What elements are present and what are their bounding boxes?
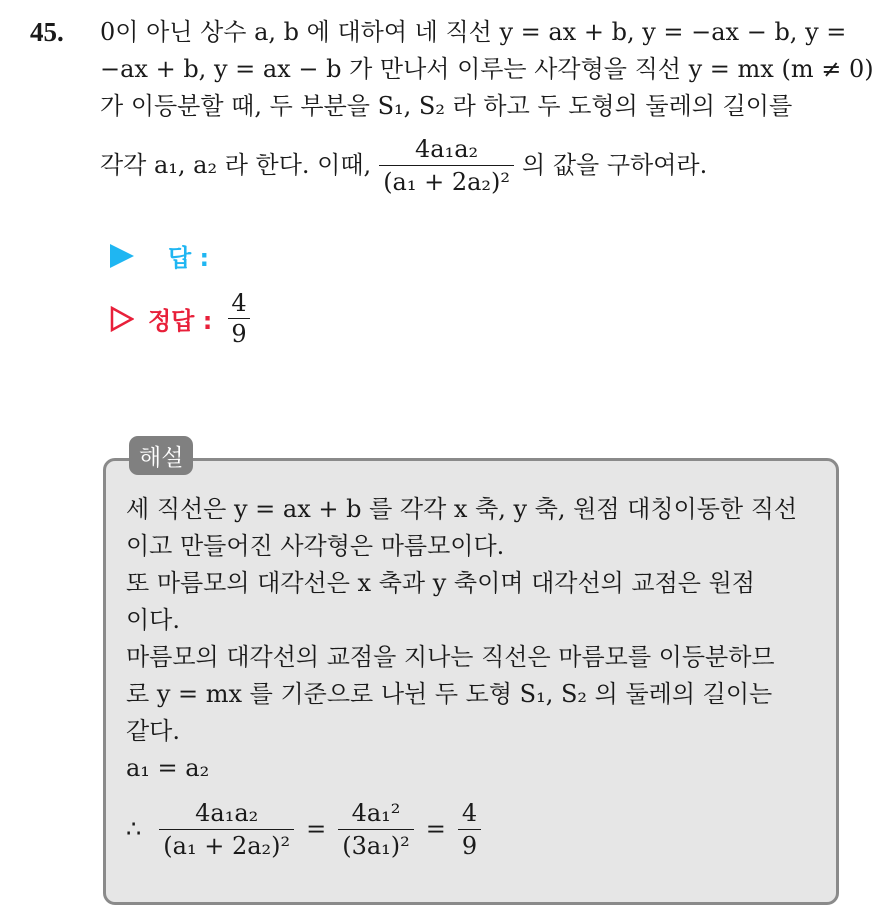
solution-tab: 해설 bbox=[129, 436, 193, 475]
play-outline-icon bbox=[110, 306, 134, 332]
fraction-3-numerator: 4 bbox=[461, 799, 478, 827]
equals-sign-2: = bbox=[425, 815, 446, 843]
play-filled-icon bbox=[110, 244, 134, 268]
problem-fraction-numerator: 4a₁a₂ bbox=[415, 135, 479, 163]
solution-line: 마름모의 대각선의 교점을 지나는 직선은 마름모를 이등분하므 bbox=[126, 643, 775, 671]
solution-line: a₁ = a₂ bbox=[126, 754, 210, 782]
question-number: 45. bbox=[30, 17, 64, 47]
equals-sign-1: = bbox=[306, 815, 327, 843]
problem-line-1: 0이 아닌 상수 a, b 에 대하여 네 직선 y = ax + b, y = −ax − b, y = bbox=[100, 18, 847, 46]
problem-line-4-start: 각각 a₁, a₂ 라 한다. 이때, bbox=[100, 151, 372, 179]
problem-text bbox=[100, 14, 874, 196]
correct-answer-fraction bbox=[228, 290, 249, 347]
solution-line: 또 마름모의 대각선은 x 축과 y 축이며 대각선의 교점은 원점 bbox=[126, 569, 755, 597]
solution-fraction-3 bbox=[458, 799, 481, 860]
correct-answer-label: 정답 : bbox=[148, 307, 213, 335]
solution-line: 로 y = mx 를 기준으로 나뉜 두 도형 S₁, S₂ 의 둘레의 길이는 bbox=[126, 680, 773, 708]
solution-line: 세 직선은 y = ax + b 를 각각 x 축, y 축, 원점 대칭이동한 직선 bbox=[126, 495, 798, 523]
problem-fraction-denominator: (a₁ + 2a₂)² bbox=[379, 165, 514, 196]
problem-line-3: 가 이등분할 때, 두 부분을 S₁, S₂ 라 하고 두 도형의 둘레의 길이를 bbox=[100, 92, 793, 120]
fraction-1-denominator: (a₁ + 2a₂)² bbox=[159, 829, 294, 860]
therefore-symbol: ∴ bbox=[126, 815, 142, 843]
answer-row bbox=[110, 238, 209, 273]
fraction-2-numerator: 4a₁² bbox=[351, 799, 401, 827]
solution-line: 이다. bbox=[126, 606, 180, 634]
answer-label: 답 : bbox=[168, 244, 210, 272]
fraction-1-numerator: 4a₁a₂ bbox=[195, 799, 259, 827]
fraction-2-denominator: (3a₁)² bbox=[338, 829, 414, 860]
solution-equation bbox=[126, 799, 826, 860]
problem bbox=[30, 14, 874, 196]
solution-box bbox=[103, 458, 839, 905]
problem-line-2: −ax + b, y = ax − b 가 만나서 이루는 사각형을 직선 y = mx (m ≠ 0) bbox=[100, 55, 874, 83]
solution-line: 같다. bbox=[126, 717, 180, 745]
correct-answer-denominator: 9 bbox=[228, 318, 249, 347]
problem-line-4-end: 의 값을 구하여라. bbox=[522, 151, 708, 179]
fraction-3-denominator: 9 bbox=[458, 829, 481, 860]
correct-answer-numerator: 4 bbox=[231, 289, 247, 317]
problem-fraction bbox=[379, 135, 514, 196]
solution-content bbox=[126, 491, 826, 860]
solution-fraction-2 bbox=[338, 799, 414, 860]
correct-answer-row bbox=[110, 290, 250, 347]
solution-fraction-1 bbox=[159, 799, 294, 860]
problem-line-4 bbox=[100, 135, 870, 196]
solution-line: 이고 만들어진 사각형은 마름모이다. bbox=[126, 532, 505, 560]
